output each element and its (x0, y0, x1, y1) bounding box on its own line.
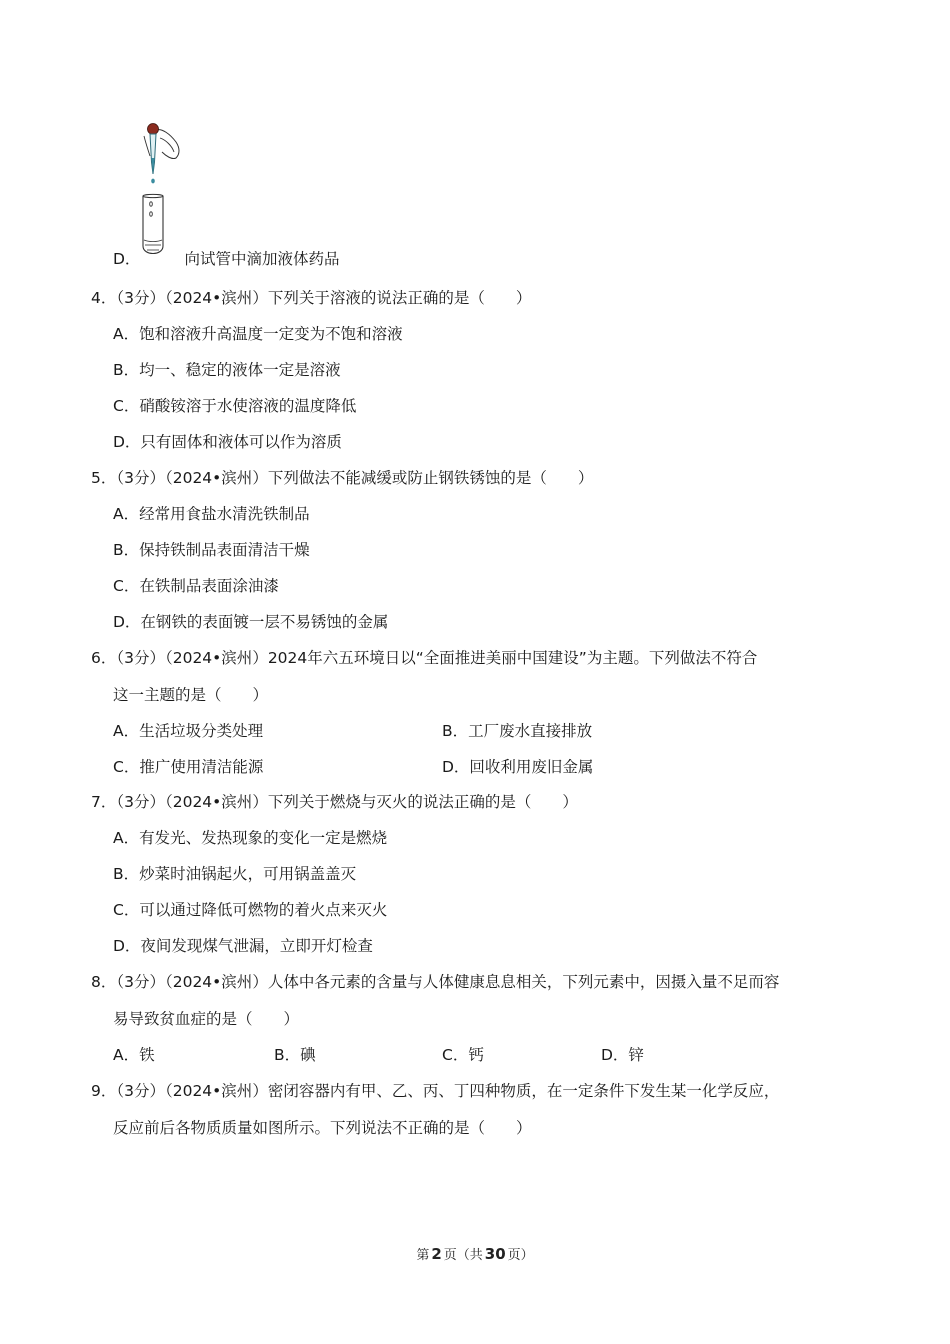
q6-option-c: C．推广使用清洁能源 (113, 758, 264, 776)
q7-option-b: B．炒菜时油锅起火，可用锅盖盖灭 (113, 865, 357, 883)
q6-option-a: A．生活垃圾分类处理 (113, 722, 264, 740)
q5-option-c: C．在铁制品表面涂油漆 (113, 577, 279, 595)
q9-stem-line2: 反应前后各物质质量如图所示。下列说法不正确的是（ ） (113, 1119, 532, 1137)
q8-option-c: C．钙 (442, 1046, 484, 1064)
q4-option-c: C．硝酸铵溶于水使溶液的温度降低 (113, 397, 357, 415)
q4-option-b: B．均一、稳定的液体一定是溶液 (113, 361, 341, 379)
q6-stem-line2: 这一主题的是（ ） (113, 686, 269, 704)
q8-stem-line2: 易导致贫血症的是（ ） (113, 1010, 300, 1028)
footer-page-number: 2 (431, 1245, 442, 1263)
q4-option-d: D．只有固体和液体可以作为溶质 (113, 433, 342, 451)
q7-option-a: A．有发光、发热现象的变化一定是燃烧 (113, 829, 388, 847)
q5-option-b: B．保持铁制品表面清洁干燥 (113, 541, 310, 559)
q7-option-d: D．夜间发现煤气泄漏，立即开灯检查 (113, 937, 373, 955)
q7-option-c: C．可以通过降低可燃物的着火点来灭火 (113, 901, 388, 919)
page-footer (0, 1244, 950, 1263)
q8-option-d: D．锌 (601, 1046, 644, 1064)
q5-option-d: D．在钢铁的表面镀一层不易锈蚀的金属 (113, 613, 389, 631)
q3-option-d (113, 249, 339, 269)
q7-stem: 7．（3分）（2024•滨州）下列关于燃烧与灭火的说法正确的是（ ） (91, 793, 578, 811)
q9-stem-line1: 9．（3分）（2024•滨州）密闭容器内有甲、乙、丙、丁四种物质，在一定条件下发生某一化学反应， (91, 1082, 780, 1100)
q4-stem: 4．（3分）（2024•滨州）下列关于溶液的说法正确的是（ ） (91, 289, 532, 307)
footer-middle: 页（共 (443, 1248, 483, 1263)
footer-prefix: 第 (416, 1248, 430, 1263)
q6-option-d: D．回收利用废旧金属 (442, 758, 594, 776)
q3-option-d-label: D． (113, 250, 141, 268)
q6-option-b: B．工厂废水直接排放 (442, 722, 593, 740)
q8-stem-line1: 8．（3分）（2024•滨州）人体中各元素的含量与人体健康息息相关，下列元素中，因摄入量不足而容 (91, 973, 780, 991)
q4-option-a: A．饱和溶液升高温度一定变为不饱和溶液 (113, 325, 403, 343)
footer-total-pages: 30 (484, 1245, 506, 1263)
q5-option-a: A．经常用食盐水清洗铁制品 (113, 505, 310, 523)
dropper-test-tube-icon (136, 118, 188, 264)
q3-option-d-text: 向试管中滴加液体药品 (184, 250, 340, 268)
footer-suffix: 页） (507, 1248, 534, 1263)
q5-stem: 5．（3分）（2024•滨州）下列做法不能减缓或防止钢铁锈蚀的是（ ） (91, 469, 594, 487)
q8-option-a: A．铁 (113, 1046, 155, 1064)
q6-stem-line1: 6．（3分）（2024•滨州）2024年六五环境日以“全面推进美丽中国建设”为主题。下列做法不符合 (91, 649, 758, 667)
q8-option-b: B．碘 (274, 1046, 316, 1064)
